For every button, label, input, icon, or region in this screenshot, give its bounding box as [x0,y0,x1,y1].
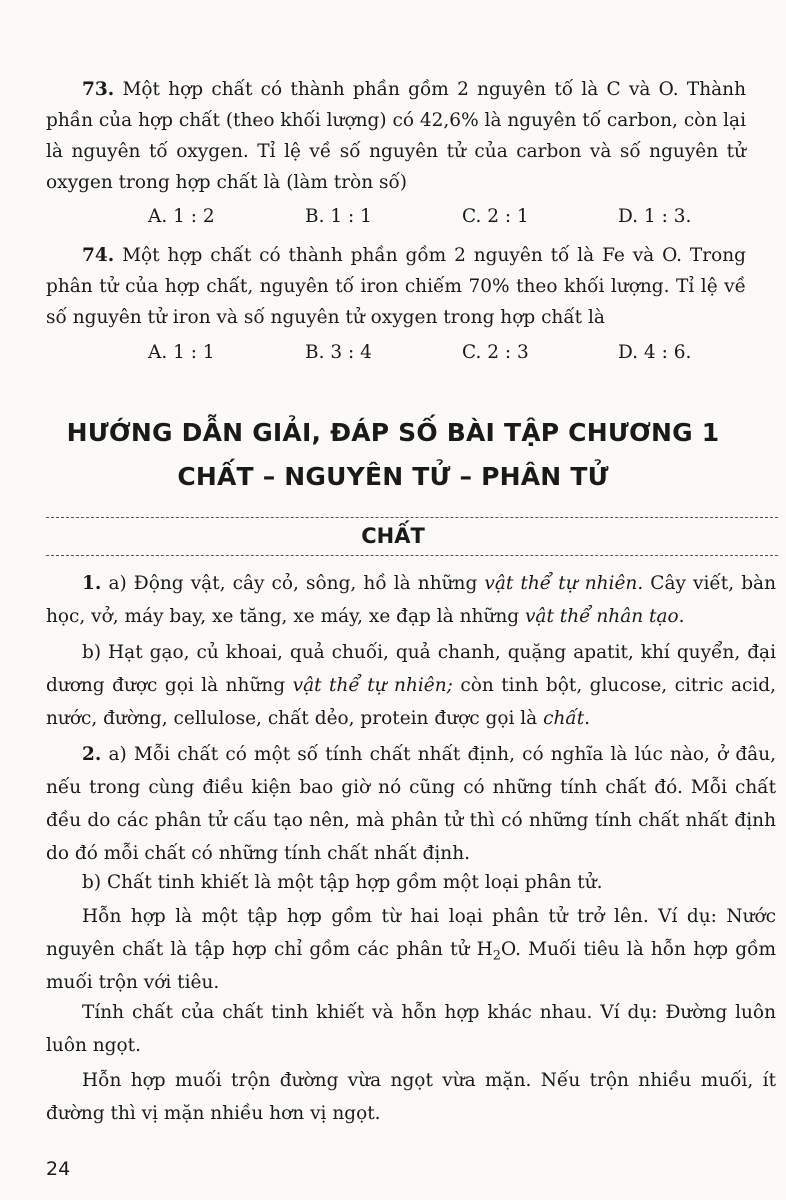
answer-text: a) Động vật, cây cỏ, sông, hồ là những [108,573,485,594]
answer-text: Hỗn hợp là một tập hợp gồm từ hai loại phân tử trở lên. Ví dụ: Nước nguyên chất là tập hợp chỉ gồm các phân tử H [46,906,776,960]
answer-text: O. Muối tiêu là hỗn hợp gồm muối trộn với tiêu. [46,939,776,993]
question-number: 74. [82,245,115,266]
answer-2d: Tính chất của chất tinh khiết và hỗn hợp khác nhau. Ví dụ: Đường luôn luôn ngọt. [46,1002,776,1056]
answer-number: 1. [82,573,102,594]
question-text: Một hợp chất có thành phần gồm 2 nguyên tố là Fe và O. Trong phân tử của hợp chất, nguyên tố iron chiếm 70% theo khối lượng. Tỉ lệ về số nguyên tử iron và số nguyên tử oxygen trong hợp chất là [46,245,746,328]
answer-italic: chất [543,708,585,729]
answer-text: . [584,708,591,729]
answer-2e: Hỗn hợp muối trộn đường vừa ngọt vừa mặn. Nếu trộn nhiều muối, ít đường thì vị mặn nhiều hơn vị ngọt. [46,1070,776,1124]
chapter-heading-line2: CHẤT – NGUYÊN TỬ – PHÂN TỬ [177,462,609,491]
option-d: D. 4 : 6. [618,342,692,363]
answer-2b: b) Chất tinh khiết là một tập hợp gồm một loại phân tử. [82,872,603,893]
answer-1b [46,636,776,735]
answer-text: b) Hạt gạo, củ khoai, quả chuối, quả chanh, quặng apatit, khí quyển, đại dương được gọi là những [46,642,776,696]
divider-top [46,517,778,518]
answer-italic: vật thể tự nhiên; [292,675,453,696]
answer-italic: vật thể tự nhiên. [484,573,644,594]
question-74 [46,240,746,333]
subscript: 2 [492,948,501,964]
answer-text: còn tinh bột, glucose, citric acid, nước, đường, cellulose, chất dẻo, protein được gọi là [46,675,776,729]
question-text: Một hợp chất có thành phần gồm 2 nguyên tố là C và O. Thành phần của hợp chất (theo khối lượng) có 42,6% là nguyên tố carbon, còn lại là nguyên tố oxygen. Tỉ lệ về số nguyên tử của carbon và số nguyên tử oxygen trong hợp chất là (làm tròn số) [46,79,747,193]
question-73 [46,74,746,198]
question-number: 73. [82,79,115,100]
option-c: C. 2 : 1 [462,206,529,227]
answer-1a [46,567,776,633]
option-b: B. 1 : 1 [305,206,372,227]
option-a: A. 1 : 1 [148,342,215,363]
option-b: B. 3 : 4 [305,342,372,363]
answer-text: . [678,606,685,627]
option-d: D. 1 : 3. [618,206,692,227]
option-a: A. 1 : 2 [148,206,215,227]
answer-text: a) Mỗi chất có một số tính chất nhất định, có nghĩa là lúc nào, ở đâu, nếu trong cùng điều kiện bao giờ nó cũng có những tính chất đó. Mỗi chất đều do các phân tử cấu tạo nên, mà phân tử thì có những tính chất nhất định do đó mỗi chất có những tính chất nhất định. [46,744,777,864]
chapter-heading-line1: HƯỚNG DẪN GIẢI, ĐÁP SỐ BÀI TẬP CHƯƠNG 1 [66,418,720,447]
answer-text: Cây viết, bàn học, vở, máy bay, xe tăng, xe máy, xe đạp là những [46,573,776,627]
answer-italic: vật thể nhân tạo [524,606,679,627]
answer-2c [46,900,776,999]
section-title: CHẤT [361,524,425,548]
answer-number: 2. [82,744,102,765]
divider-bottom [46,555,778,556]
answer-2a [46,738,776,870]
page-number: 24 [46,1158,71,1180]
option-c: C. 2 : 3 [462,342,529,363]
